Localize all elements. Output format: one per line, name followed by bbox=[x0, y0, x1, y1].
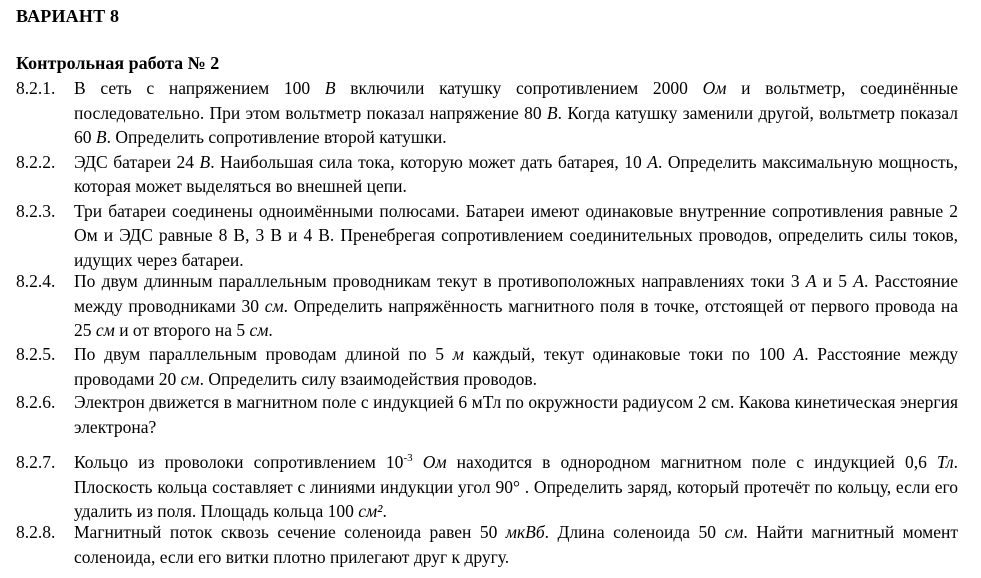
text-run: . bbox=[382, 501, 387, 521]
unit-symbol: В bbox=[324, 78, 336, 98]
unit-symbol: см bbox=[180, 368, 200, 389]
unit-symbol: м bbox=[452, 344, 464, 364]
unit-symbol: А bbox=[853, 271, 864, 291]
problem-text bbox=[74, 390, 958, 439]
unit-symbol: см bbox=[95, 320, 115, 340]
text-run: Электрон движется в магнитном поле с индукцией 6 мТл по окружности радиусом 2 см. Какова кинетическая энергия электрона? bbox=[74, 392, 958, 437]
unit-symbol: см² bbox=[358, 501, 383, 521]
problem-number: 8.2.1. bbox=[16, 78, 56, 98]
problem-number: 8.2.6. bbox=[16, 392, 56, 412]
problem-8-2-7 bbox=[16, 450, 962, 524]
problem-text bbox=[74, 199, 958, 273]
problem-number: 8.2.2. bbox=[16, 151, 56, 172]
unit-symbol: А bbox=[793, 344, 805, 364]
problem-text bbox=[74, 76, 958, 150]
text-run: . Расстояние между проводами 20 bbox=[74, 344, 958, 389]
problem-8-2-6 bbox=[16, 390, 962, 439]
unit-symbol: Ом bbox=[702, 78, 727, 98]
problem-number: 8.2.8. bbox=[16, 522, 56, 542]
problem-text bbox=[74, 342, 958, 391]
problem-number: 8.2.7. bbox=[16, 452, 56, 472]
text-run: . Определить напряжённость магнитного поля в точке, отстоящей от первого провода на 25 bbox=[74, 295, 958, 340]
problem-8-2-2 bbox=[16, 150, 962, 199]
text-run: . bbox=[268, 320, 273, 340]
problem-text bbox=[74, 269, 958, 343]
exponent: -3 bbox=[403, 452, 413, 464]
text-run: . Длина соленоида 50 bbox=[544, 522, 725, 542]
unit-symbol: А bbox=[647, 151, 658, 172]
text-run: находится в однородном магнитном поле с индукцией 0,6 bbox=[446, 452, 937, 472]
unit-symbol: см bbox=[249, 320, 269, 340]
unit-symbol: Тл bbox=[936, 452, 954, 472]
unit-symbol: Ом bbox=[422, 452, 447, 472]
text-run: . Определить сопротивление второй катушки. bbox=[106, 127, 447, 147]
text-run: Кольцо из проволоки сопротивлением 10 bbox=[74, 452, 404, 472]
unit-symbol: мкВб bbox=[505, 522, 545, 542]
text-run: . Наибольшая сила тока, которую может дать батарея, 10 bbox=[210, 151, 648, 172]
problem-number: 8.2.5. bbox=[16, 344, 56, 364]
problem-text bbox=[74, 520, 958, 569]
problem-text bbox=[74, 450, 958, 524]
text-run: ЭДС батареи 24 bbox=[74, 151, 200, 172]
text-run: и вольтметр, соединённые последовательно. При этом вольтметр показал напряжение 80 bbox=[74, 78, 958, 123]
text-run: В сеть с напряжением 100 bbox=[74, 78, 325, 98]
problem-number: 8.2.3. bbox=[16, 200, 56, 221]
problem-8-2-4 bbox=[16, 269, 962, 343]
section-title: Контрольная работа № 2 bbox=[16, 53, 220, 73]
unit-symbol: см bbox=[724, 522, 744, 542]
problem-text bbox=[74, 150, 958, 199]
text-run: Три батареи соединены одноимёнными полюсами. Батареи имеют одинаковые внутренние сопротивления равные 2 Ом и ЭДС равные 8 В, 3 В и 4 В. Пренебрегая сопротивлением соединительных проводов, определить силы токов, идущих через батареи. bbox=[74, 200, 958, 270]
unit-symbol: В bbox=[199, 151, 211, 172]
text-run: . Найти магнитный момент соленоида, если его витки плотно прилегают друг к другу. bbox=[74, 522, 958, 567]
unit-symbol: В bbox=[95, 127, 107, 147]
problem-number: 8.2.4. bbox=[16, 271, 56, 291]
problem-8-2-3 bbox=[16, 199, 962, 273]
text-run bbox=[413, 452, 423, 472]
text-run: . Определить максимальную мощность, которая может выделяться во внешней цепи. bbox=[74, 151, 958, 196]
unit-symbol: А bbox=[805, 271, 817, 291]
text-run: . Расстояние между проводниками 30 bbox=[74, 271, 958, 316]
text-run: Магнитный поток сквозь сечение соленоида равен 50 bbox=[74, 522, 506, 542]
problem-8-2-8 bbox=[16, 520, 962, 569]
problem-8-2-5 bbox=[16, 342, 962, 391]
text-run: и 5 bbox=[816, 271, 854, 291]
unit-symbol: В bbox=[546, 102, 558, 123]
text-run: и от второго на 5 bbox=[114, 320, 250, 340]
text-run: . Когда катушку заменили другой, вольтметр показал 60 bbox=[74, 102, 958, 147]
text-run: каждый, текут одинаковые токи по 100 bbox=[463, 344, 794, 364]
text-run: . Плоскость кольца составляет с линиями индукции угол 90° . Определить заряд, который протечёт по кольцу, если его удалить из поля. Площадь кольца 100 bbox=[74, 452, 959, 521]
text-run: По двум параллельным проводам длиной по 5 bbox=[74, 344, 453, 364]
text-run: включили катушку сопротивлением 2000 bbox=[335, 78, 703, 98]
problem-8-2-1 bbox=[16, 76, 962, 150]
text-run: По двум длинным параллельным проводникам текут в противоположных направлениях токи 3 bbox=[74, 271, 806, 291]
unit-symbol: см bbox=[264, 295, 284, 316]
text-run: . Определить силу взаимодействия проводов. bbox=[199, 368, 538, 389]
variant-title: ВАРИАНТ 8 bbox=[16, 6, 120, 26]
